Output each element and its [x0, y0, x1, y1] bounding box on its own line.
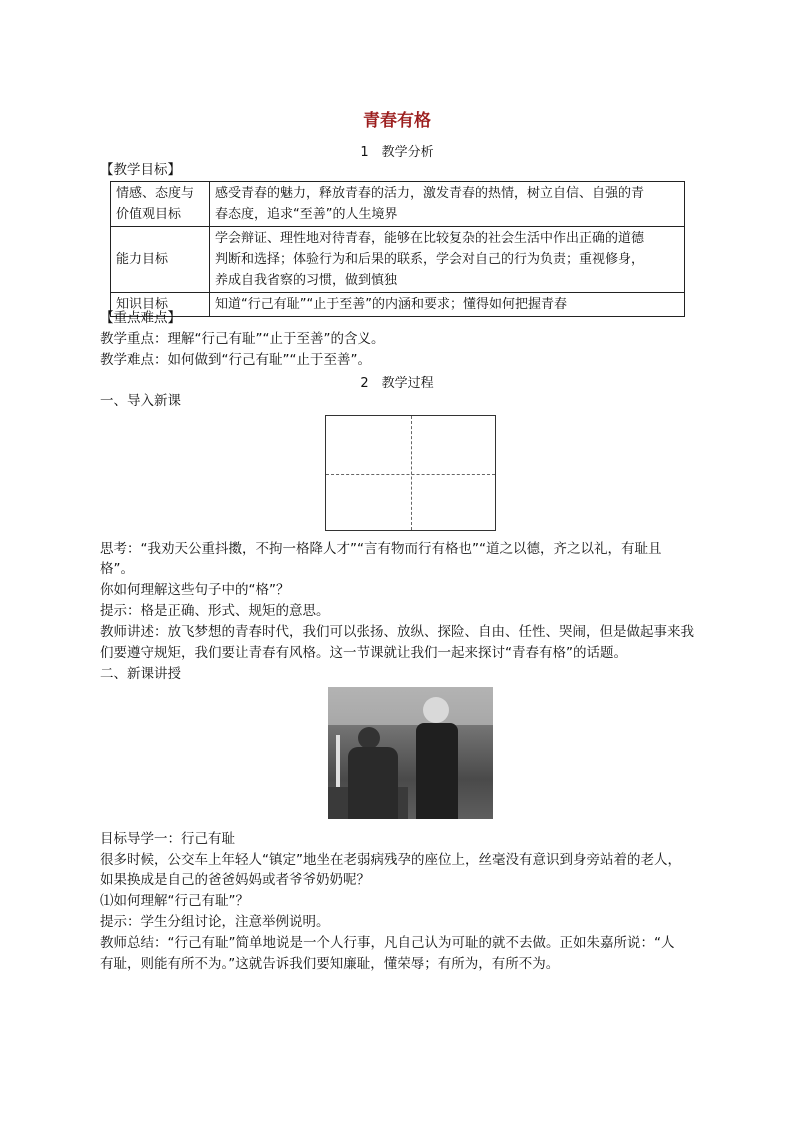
goals-table — [110, 181, 685, 317]
target-heading: 目标导学一：行己有耻 — [100, 831, 235, 847]
teacher-narration-cont: 们要遵守规矩，我们要让青春有风格。这一节课就让我们一起来探讨“青春有格”的话题。 — [100, 645, 627, 661]
hint-1: 提示：格是正确、形式、规矩的意思。 — [100, 603, 330, 619]
think-text-cont: 格”。 — [100, 561, 134, 577]
teacher-summary: 教师总结：“行己有耻”简单地说是一个人行事，凡自己认为可耻的就不去做。正如朱嘉所说：“人 — [100, 935, 675, 951]
section-heading-analysis: 1 教学分析 — [360, 145, 434, 160]
part2-heading: 二、新课讲授 — [100, 666, 181, 682]
vertical-dashed-line — [411, 416, 412, 530]
key-point: 教学重点：理解“行己有耻”“止于至善”的含义。 — [100, 331, 385, 347]
question-1: 你如何理解这些句子中的“格”？ — [100, 582, 290, 598]
teacher-narration: 教师讲述：放飞梦想的青春时代，我们可以张扬、放纵、探险、自由、任性、哭闹，但是做起事来我 — [100, 624, 694, 640]
horizontal-dashed-line — [326, 474, 495, 475]
key-heading: 【重点难点】 — [100, 310, 181, 326]
goal-label: 知识目标 — [111, 293, 210, 317]
table-row — [111, 182, 685, 227]
goal-content: 知道“行己有耻”“止于至善”的内涵和要求；懂得如何把握青春 — [210, 293, 685, 317]
goal-content: 学会辩证、理性地对待青春，能够在比较复杂的社会生活中作出正确的道德 判断和选择；体验行为和后果的联系，学会对自己的行为负责；重视修身， 养成自我省察的习惯，做到慎独 — [210, 227, 685, 293]
bus-photo — [328, 687, 493, 819]
goals-heading: 【教学目标】 — [100, 162, 181, 178]
teacher-summary-cont: 有耻，则能有所不为。”这就告诉我们要知廉耻，懂荣辱；有所为，有所不为。 — [100, 956, 560, 972]
goal-label: 能力目标 — [111, 227, 210, 293]
hint-2: 提示：学生分组讨论，注意举例说明。 — [100, 914, 330, 930]
story-text: 很多时候，公交车上年轻人“镇定”地坐在老弱病残孕的座位上，丝毫没有意识到身旁站着的老人， — [100, 852, 681, 868]
story-text-cont: 如果换成是自己的爸爸妈妈或者爷爷奶奶呢？ — [100, 872, 370, 888]
grid-diagram — [325, 415, 496, 531]
page-title: 青春有格 — [363, 111, 431, 131]
goal-label: 情感、态度与 价值观目标 — [111, 182, 210, 227]
part1-heading: 一、导入新课 — [100, 393, 181, 409]
goal-content: 感受青春的魅力，释放青春的活力，激发青春的热情，树立自信、自强的青 春态度，追求“至善”的人生境界 — [210, 182, 685, 227]
question-2: ⑴如何理解“行己有耻”？ — [100, 893, 249, 909]
section-heading-process: 2 教学过程 — [360, 376, 434, 391]
think-text: 思考：“我劝天公重抖擞，不拘一格降人才”“言有物而行有格也”“道之以德，齐之以礼，有耻且 — [100, 541, 662, 557]
difficult-point: 教学难点：如何做到“行己有耻”“止于至善”。 — [100, 352, 371, 368]
table-row — [111, 227, 685, 293]
